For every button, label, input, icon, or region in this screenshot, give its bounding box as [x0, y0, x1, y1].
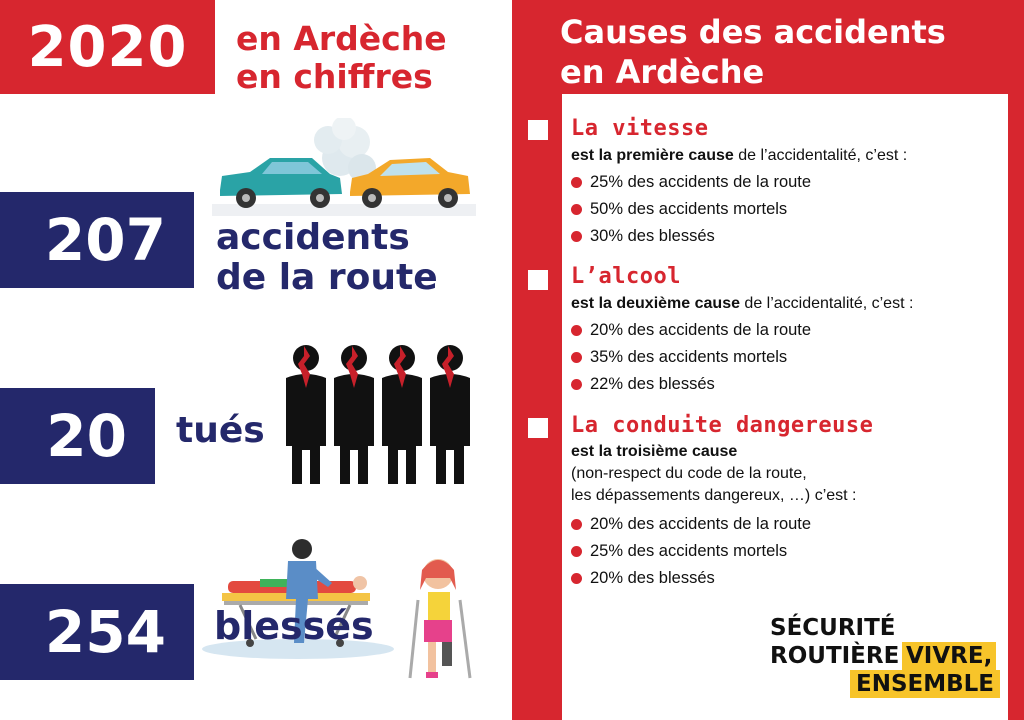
cause-intro-bold: est la troisième cause: [571, 443, 738, 460]
causes-title-line1: Causes des accidents: [560, 13, 946, 51]
bullet-dot-icon: [571, 231, 582, 242]
bullet-dot-icon: [571, 352, 582, 363]
cause-checkbox-2: [528, 270, 548, 290]
list-item: [571, 541, 787, 561]
bullet-dot-icon: [571, 204, 582, 215]
stat-deaths-number: 20: [0, 388, 155, 484]
injured-girl-icon: [400, 548, 480, 683]
bullet-dot-icon: [571, 177, 582, 188]
logo-line1: SÉCURITÉ: [770, 615, 896, 641]
bullet-dot-icon: [571, 573, 582, 584]
list-item: [571, 172, 811, 192]
stat-injured-number: 254: [0, 584, 194, 680]
stat-accidents-label-line2: de la route: [216, 257, 438, 298]
bullet-text: 25% des accidents mortels: [590, 542, 788, 560]
list-item: [571, 568, 715, 588]
list-item: [571, 226, 715, 246]
header-subtitle-line1: en Ardèche: [236, 19, 447, 58]
year-banner: 2020: [0, 0, 215, 94]
bullet-text: 20% des blessés: [590, 569, 715, 587]
car-crash-icon: [212, 118, 476, 220]
list-item: [571, 374, 715, 394]
cause-extra-line1: (non-respect du code de la route,: [571, 465, 807, 482]
cause-intro-alcohol: [571, 294, 913, 314]
bullet-text: 35% des accidents mortels: [590, 348, 788, 366]
header-subtitle-line2: en chiffres: [236, 57, 433, 96]
bullet-text: 22% des blessés: [590, 375, 715, 393]
bullet-text: 20% des accidents de la route: [590, 515, 812, 533]
bullet-dot-icon: [571, 379, 582, 390]
bullet-dot-icon: [571, 519, 582, 530]
logo-yellow2: ENSEMBLE: [850, 670, 1000, 698]
cause-title-speed: La vitesse: [571, 116, 709, 141]
cause-intro-speed: [571, 146, 907, 166]
bullet-text: 30% des blessés: [590, 227, 715, 245]
stat-accidents-label-line1: accidents: [216, 217, 410, 258]
bullet-text: 20% des accidents de la route: [590, 321, 812, 339]
cause-extra-line2: les dépassements dangereux, …) c’est :: [571, 487, 857, 504]
cause-checkbox-3: [528, 418, 548, 438]
causes-title: [560, 12, 1010, 92]
cause-intro-bold: est la première cause: [571, 147, 734, 164]
cause-intro-dangerous-driving: [571, 442, 737, 462]
bullet-dot-icon: [571, 325, 582, 336]
logo-yellow1: VIVRE,: [902, 642, 996, 670]
silhouettes-icon: [284, 342, 480, 486]
list-item: [571, 320, 811, 340]
bullet-text: 50% des accidents mortels: [590, 200, 788, 218]
causes-title-line2: en Ardèche: [560, 53, 765, 91]
list-item: [571, 347, 787, 367]
stat-accidents-label: [216, 218, 496, 298]
cause-title-alcohol: L’alcool: [571, 264, 681, 289]
cause-intro-rest: de l’accidentalité, c’est :: [739, 295, 914, 312]
header-subtitle: [236, 20, 506, 96]
list-item: [571, 199, 787, 219]
bullet-text: 25% des accidents de la route: [590, 173, 812, 191]
securite-routiere-logo: [770, 614, 1006, 704]
cause-checkbox-1: [528, 120, 548, 140]
cause-intro-rest: de l’accidentalité, c’est :: [733, 147, 908, 164]
cause-title-dangerous-driving: La conduite dangereuse: [571, 413, 874, 438]
stat-accidents-number: 207: [0, 192, 194, 288]
cause-intro-bold: est la deuxième cause: [571, 295, 740, 312]
stat-injured-label: blessés: [214, 604, 374, 648]
list-item: [571, 514, 811, 534]
stat-deaths-label: tués: [176, 410, 265, 451]
logo-line2: ROUTIÈRE: [770, 643, 900, 669]
bullet-dot-icon: [571, 546, 582, 557]
